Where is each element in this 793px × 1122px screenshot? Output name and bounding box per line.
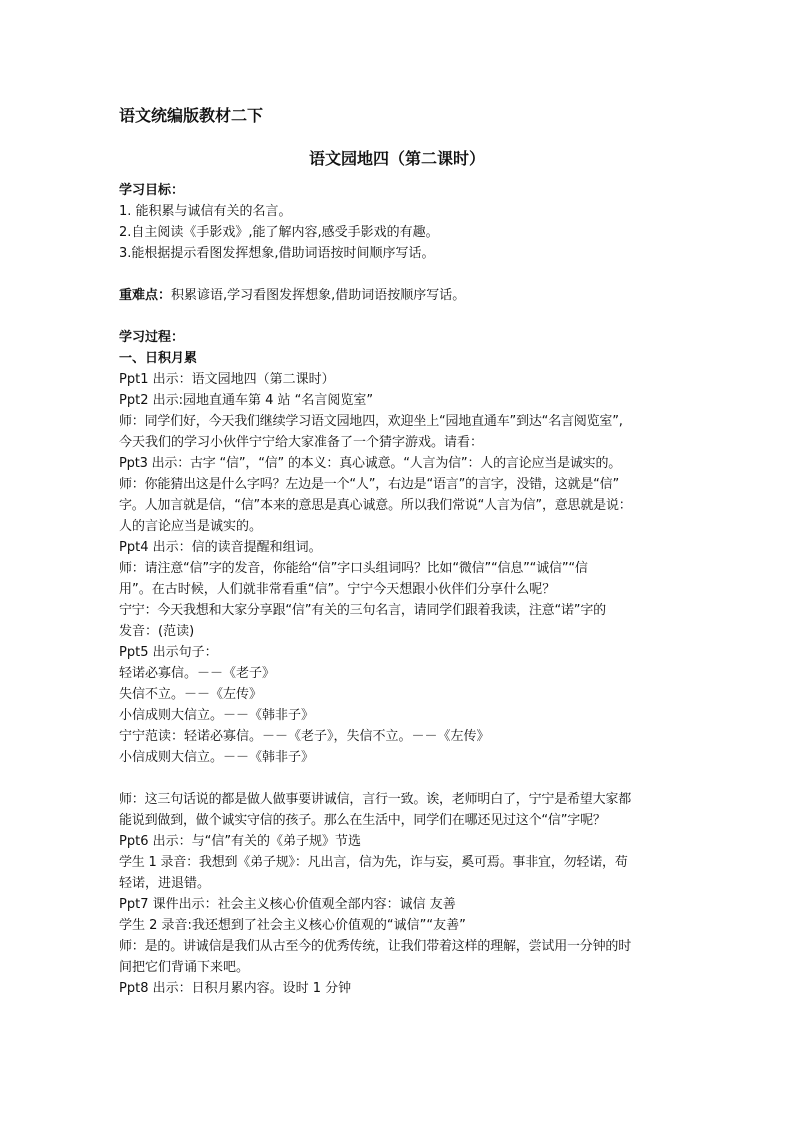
process-heading: 学习过程： xyxy=(119,330,185,345)
body-line: Ppt6 出示：与“信”有关的《弟子规》节选 xyxy=(119,834,362,849)
body-line: Ppt1 出示：语文园地四（第二课时） xyxy=(119,372,335,387)
body-line: 字。人加言就是信，“信”本来的意思是真心诚意。所以我们常说“人言为信”，意思就是说： xyxy=(119,498,632,513)
body-line: 学生 2 录音:我还想到了社会主义核心价值观的“诚信”“友善” xyxy=(119,918,466,933)
body-line: Ppt5 出示句子： xyxy=(119,645,218,660)
body-line: Ppt2 出示:园地直通车第 4 站 “名言阅览室” xyxy=(119,393,374,408)
objective-item: 1. 能积累与诚信有关的名言。 xyxy=(119,204,292,219)
body-line: 师：是的。讲诚信是我们从古至今的优秀传统，让我们带着这样的理解，尝试用一分钟的时 xyxy=(119,939,632,954)
body-line: 师：你能猜出这是什么字吗？左边是一个“人”，右边是“语言”的言字，没错，这就是“信” xyxy=(119,477,620,492)
spacer xyxy=(119,264,679,285)
body-line: Ppt8 出示：日积月累内容。设时 1 分钟 xyxy=(119,981,352,996)
body-line: Ppt4 出示：信的读音提醒和组词。 xyxy=(119,540,322,555)
key-points-line xyxy=(119,285,679,306)
document-label: 语文统编版教材二下 xyxy=(119,106,264,125)
objective-item: 2.自主阅读《手影戏》,能了解内容,感受手影戏的有趣。 xyxy=(119,225,439,240)
body-line: 轻诺，进退错。 xyxy=(119,876,211,891)
body-line: 学生 1 录音：我想到《弟子规》：凡出言，信为先，诈与妄，奚可焉。事非宜，勿轻诺，苟 xyxy=(119,855,628,870)
quote-line: 小信成则大信立。－－《韩非子》 xyxy=(119,708,315,723)
body-line: 师：这三句话说的都是做人做事要讲诚信，言行一致。诶，老师明白了，宁宁是希望大家都 xyxy=(119,792,632,807)
body-line: 师：同学们好，今天我们继续学习语文园地四，欢迎坐上“园地直通车”到达“名言阅览室”, xyxy=(119,414,623,429)
quote-line: 失信不立。－－《左传》 xyxy=(119,687,263,702)
body-line: 今天我们的学习小伙伴宁宁给大家准备了一个猜字游戏。请看： xyxy=(119,435,484,450)
body-line: Ppt7 课件出示：社会主义核心价值观全部内容：诚信 友善 xyxy=(119,897,456,912)
body-line: 发音：(范读) xyxy=(119,624,195,639)
body-line: 能说到做到，做个诚实守信的孩子。那么在生活中，同学们在哪还见过这个“信”字呢？ xyxy=(119,813,606,828)
key-points-label: 重难点： xyxy=(119,288,172,303)
spacer xyxy=(119,306,679,327)
body-line: 师：请注意“信”字的发音，你能给“信”字口头组词吗？比如“微信”“信息”“诚信”“信 xyxy=(119,561,588,576)
section-heading: 一、日积月累 xyxy=(119,351,198,366)
objectives-heading: 学习目标： xyxy=(119,183,185,198)
body-line: 间把它们背诵下来吧。 xyxy=(119,960,250,975)
objective-item: 3.能根据提示看图发挥想象,借助词语按时间顺序写话。 xyxy=(119,246,435,261)
body-line: 宁宁：今天我想和大家分享跟“信”有关的三句名言，请同学们跟着我读，注意“诺”字的 xyxy=(119,603,606,618)
spacer xyxy=(119,768,679,789)
key-points-text: 积累谚语,学习看图发挥想象,借助词语按顺序写话。 xyxy=(171,288,466,303)
body-line: 用”。在古时候，人们就非常看重“信”。宁宁今天想跟小伙伴们分享什么呢？ xyxy=(119,582,556,597)
document-title: 语文园地四（第二课时） xyxy=(308,149,485,168)
quote-line: 小信成则大信立。－－《韩非子》 xyxy=(119,750,315,765)
quote-line: 轻诺必寡信。－－《老子》 xyxy=(119,666,276,681)
body-line: 人的言论应当是诚实的。 xyxy=(119,519,263,534)
document-body xyxy=(119,180,679,999)
body-line: Ppt3 出示：古字 “信”，“信” 的本义：真心诚意。“人言为信”：人的言论应当是诚实的。 xyxy=(119,456,622,471)
body-line: 宁宁范读：轻诺必寡信。－－《老子》，失信不立。－－《左传》 xyxy=(119,729,490,744)
